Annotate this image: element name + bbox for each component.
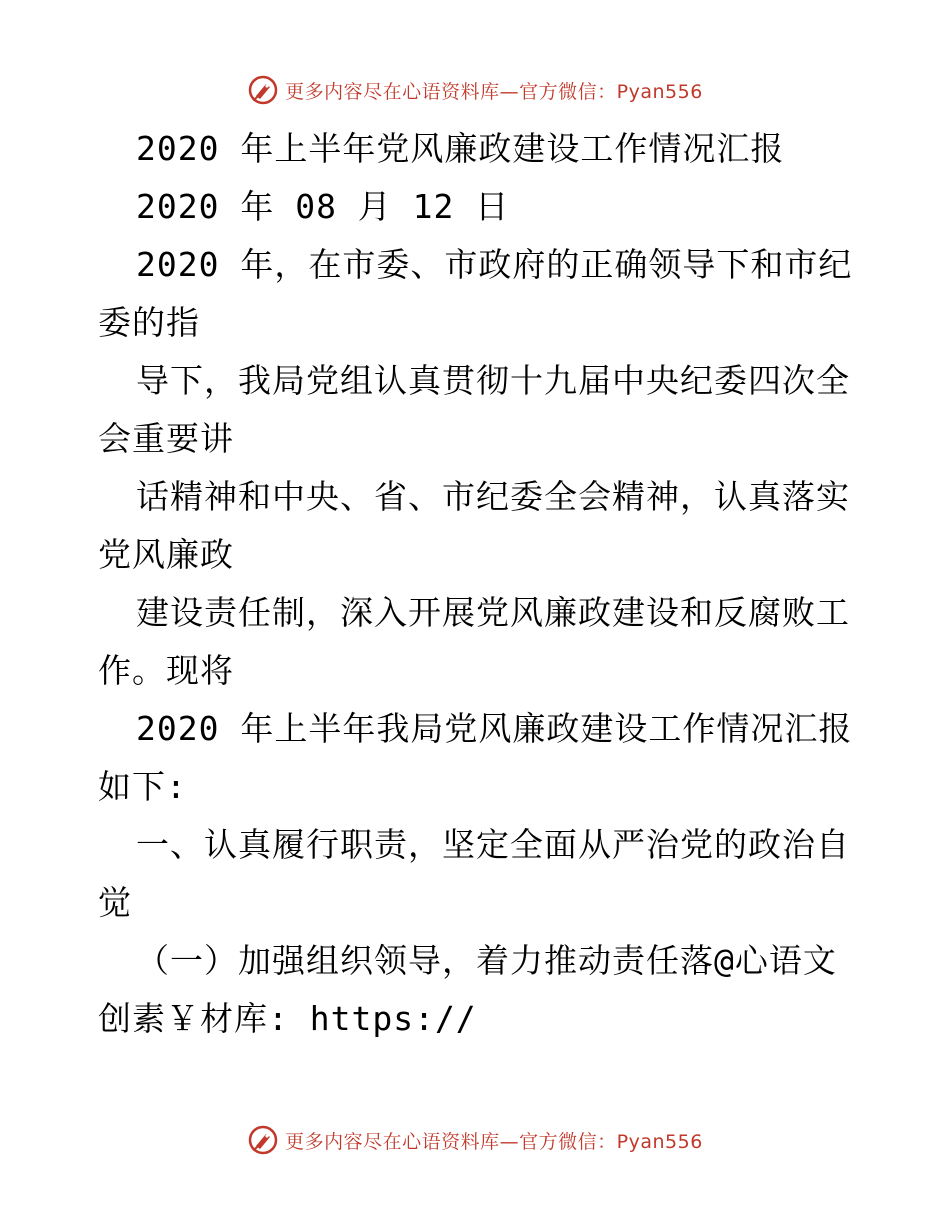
document-line: 导下，我局党组认真贯彻十九届中央纪委四次全: [136, 361, 850, 400]
watermark-label: 更多内容尽在心语资料库—官方微信：: [285, 1130, 617, 1153]
document-body: [98, 120, 858, 1048]
document-line: 建设责任制，深入开展党风廉政建设和反腐败工: [136, 593, 850, 632]
document-line: 话精神和中央、省、市纪委全会精神，认真落实: [136, 477, 850, 516]
watermark-text: [285, 77, 703, 104]
document-line: 创素￥材库: https://: [98, 999, 477, 1038]
watermark-wechat-id: Pyan556: [616, 80, 703, 103]
document-line: 2020 年上半年党风廉政建设工作情况汇报: [136, 129, 785, 168]
document-line: 委的指: [98, 303, 200, 342]
document-line: 2020 年上半年我局党风廉政建设工作情况汇报: [136, 709, 853, 748]
watermark-label: 更多内容尽在心语资料库—官方微信：: [285, 80, 617, 103]
watermark-wechat-id: Pyan556: [616, 1130, 703, 1153]
document-line: 觉: [98, 883, 132, 922]
pen-nib-logo-icon: [247, 1124, 279, 1156]
pen-nib-logo-icon: [247, 74, 279, 106]
watermark-text: [285, 1127, 703, 1154]
document-line: 会重要讲: [98, 419, 234, 458]
document-line: 2020 年 08 月 12 日: [136, 187, 510, 226]
document-line: 如下:: [98, 767, 187, 806]
watermark-banner-bottom: [0, 1120, 950, 1160]
document-line: 作。现将: [98, 651, 234, 690]
watermark-banner-top: [0, 70, 950, 110]
document-line: 一、认真履行职责，坚定全面从严治党的政治自: [136, 825, 850, 864]
document-line: （一）加强组织领导，着力推动责任落@心语文: [136, 941, 837, 980]
document-line: 党风廉政: [98, 535, 234, 574]
document-line: 2020 年，在市委、市政府的正确领导下和市纪: [136, 245, 853, 284]
